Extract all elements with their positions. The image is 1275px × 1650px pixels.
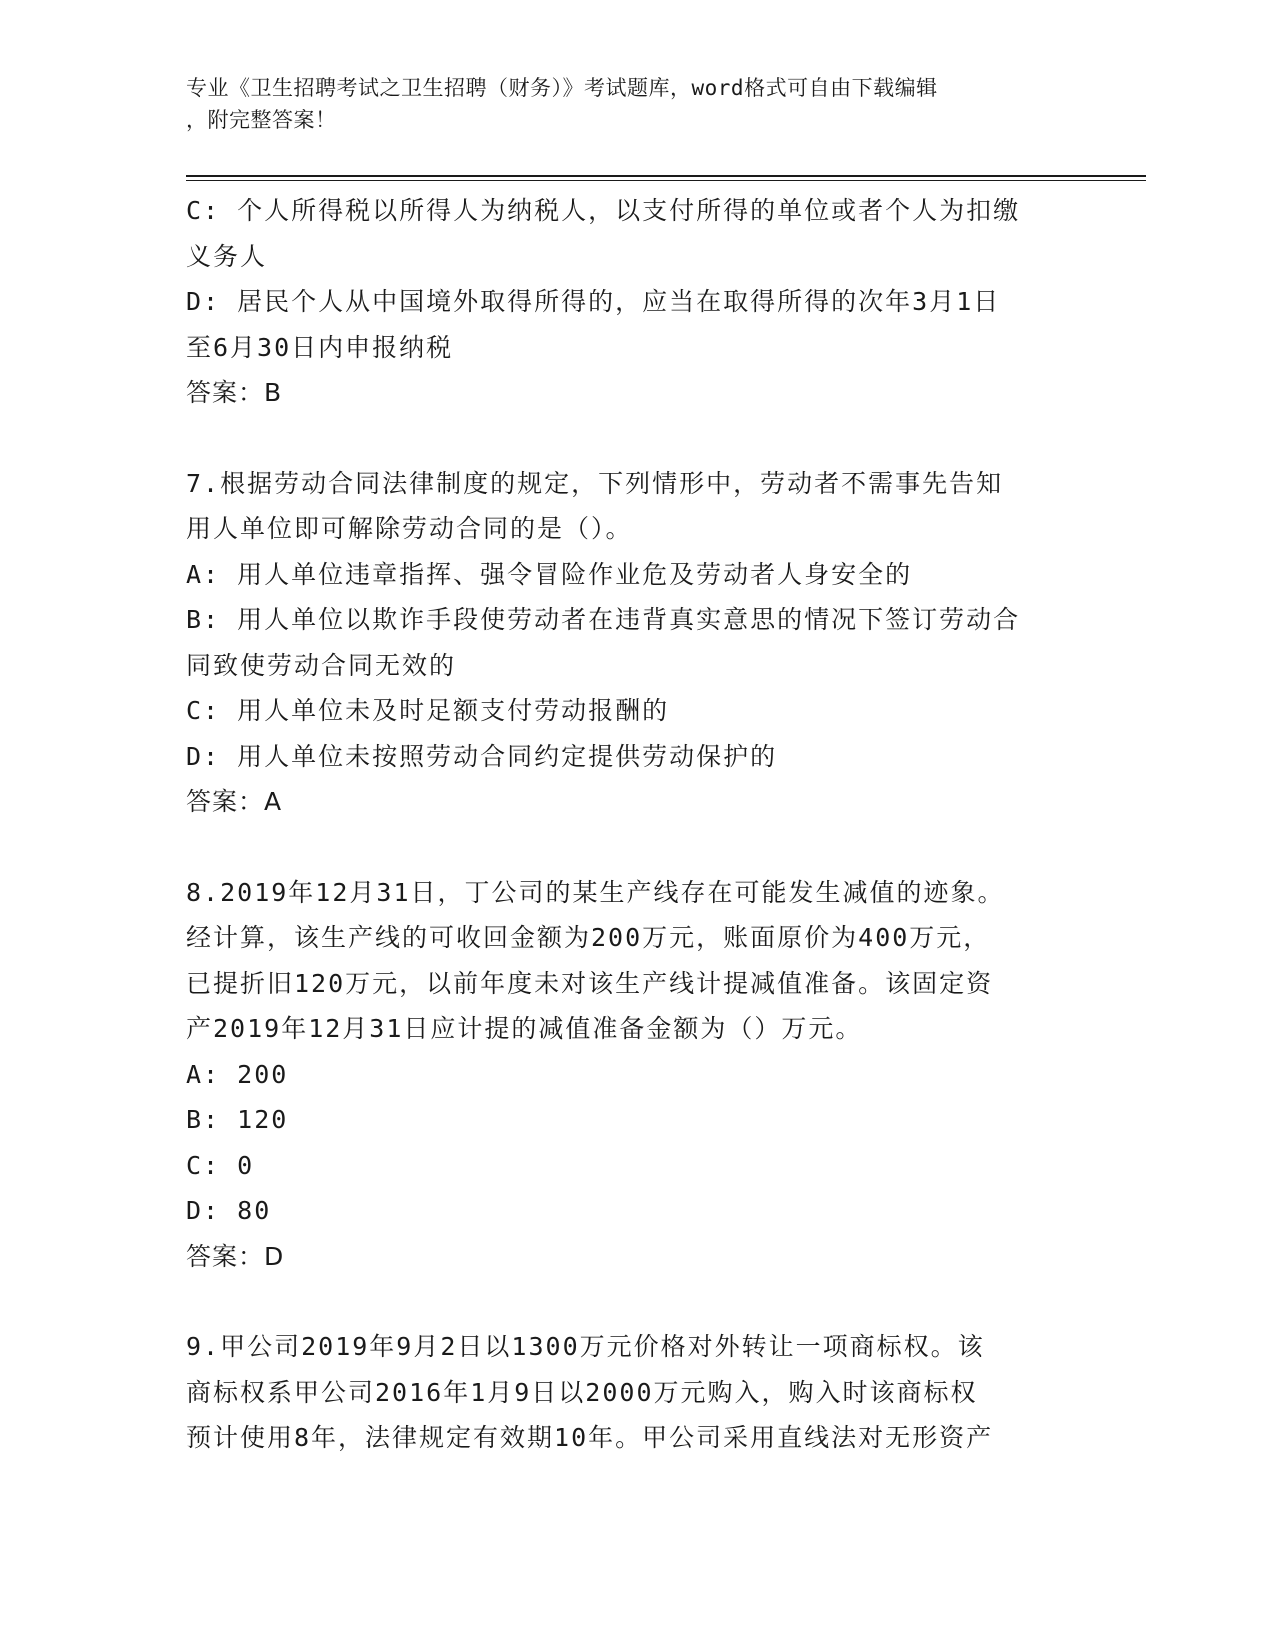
question-8-option-b: B: 120: [186, 1105, 289, 1134]
question-8-option-d: D: 80: [186, 1196, 272, 1225]
document-body: [186, 188, 1086, 1461]
question-7: [186, 461, 1086, 825]
header-divider-thin: [186, 180, 1146, 181]
question-8-option-c: C: 0: [186, 1150, 255, 1180]
question-7-option-b-line-1: B: 用人单位以欺诈手段使劳动者在违背真实意思的情况下签订劳动合: [186, 605, 1021, 634]
question-9-stem-line-2: 商标权系甲公司2016年1月9日以2000万元购入，购入时该商标权: [186, 1377, 978, 1407]
question-7-option-a: A: 用人单位违章指挥、强令冒险作业危及劳动者人身安全的: [186, 559, 913, 589]
question-8-option-a: A: 200: [186, 1059, 289, 1089]
question-6-fragment: [186, 188, 1086, 416]
spacer: [186, 1279, 1086, 1324]
header-line-1: 专业《卫生招聘考试之卫生招聘（财务）》考试题库，word格式可自由下载编辑: [186, 76, 938, 100]
header-line-2: ，附完整答案！: [186, 108, 337, 132]
header-divider-thick: [186, 175, 1146, 177]
question-9: [186, 1324, 1086, 1461]
option-d-line-2: 至6月30日内申报纳税: [186, 332, 454, 362]
question-8: [186, 870, 1086, 1280]
question-8-stem-line-3: 已提折旧120万元，以前年度未对该生产线计提减值准备。该固定资: [186, 968, 994, 998]
question-7-stem-line-2: 用人单位即可解除劳动合同的是（）。: [186, 514, 633, 543]
question-8-stem-line-4: 产2019年12月31日应计提的减值准备金额为（）万元。: [186, 1014, 863, 1043]
option-d-line-1: D: 居民个人从中国境外取得所得的，应当在取得所得的次年3月1日: [186, 287, 1001, 316]
question-7-stem-line-1: 7.根据劳动合同法律制度的规定，下列情形中，劳动者不需事先告知: [186, 468, 1004, 498]
spacer: [186, 416, 1086, 461]
question-8-stem-line-2: 经计算，该生产线的可收回金额为200万元，账面原价为400万元，: [186, 923, 991, 952]
question-7-answer: 答案：A: [186, 787, 283, 816]
option-c-line-1: C: 个人所得税以所得人为纳税人，以支付所得的单位或者个人为扣缴: [186, 196, 1021, 225]
question-7-option-d: D: 用人单位未按照劳动合同约定提供劳动保护的: [186, 741, 778, 771]
question-6-answer: 答案：B: [186, 378, 283, 407]
question-8-stem-line-1: 8.2019年12月31日，丁公司的某生产线存在可能发生减值的迹象。: [186, 877, 1005, 907]
spacer: [186, 825, 1086, 870]
option-c-line-2: 义务人: [186, 241, 268, 271]
question-9-stem-line-3: 预计使用8年，法律规定有效期10年。甲公司采用直线法对无形资产: [186, 1423, 994, 1452]
question-7-option-b-line-2: 同致使劳动合同无效的: [186, 650, 457, 680]
question-8-answer: 答案：D: [186, 1241, 285, 1271]
question-9-stem-line-1: 9.甲公司2019年9月2日以1300万元价格对外转让一项商标权。该: [186, 1332, 985, 1361]
question-7-option-c: C: 用人单位未及时足额支付劳动报酬的: [186, 696, 670, 725]
page-header: [186, 72, 1066, 136]
